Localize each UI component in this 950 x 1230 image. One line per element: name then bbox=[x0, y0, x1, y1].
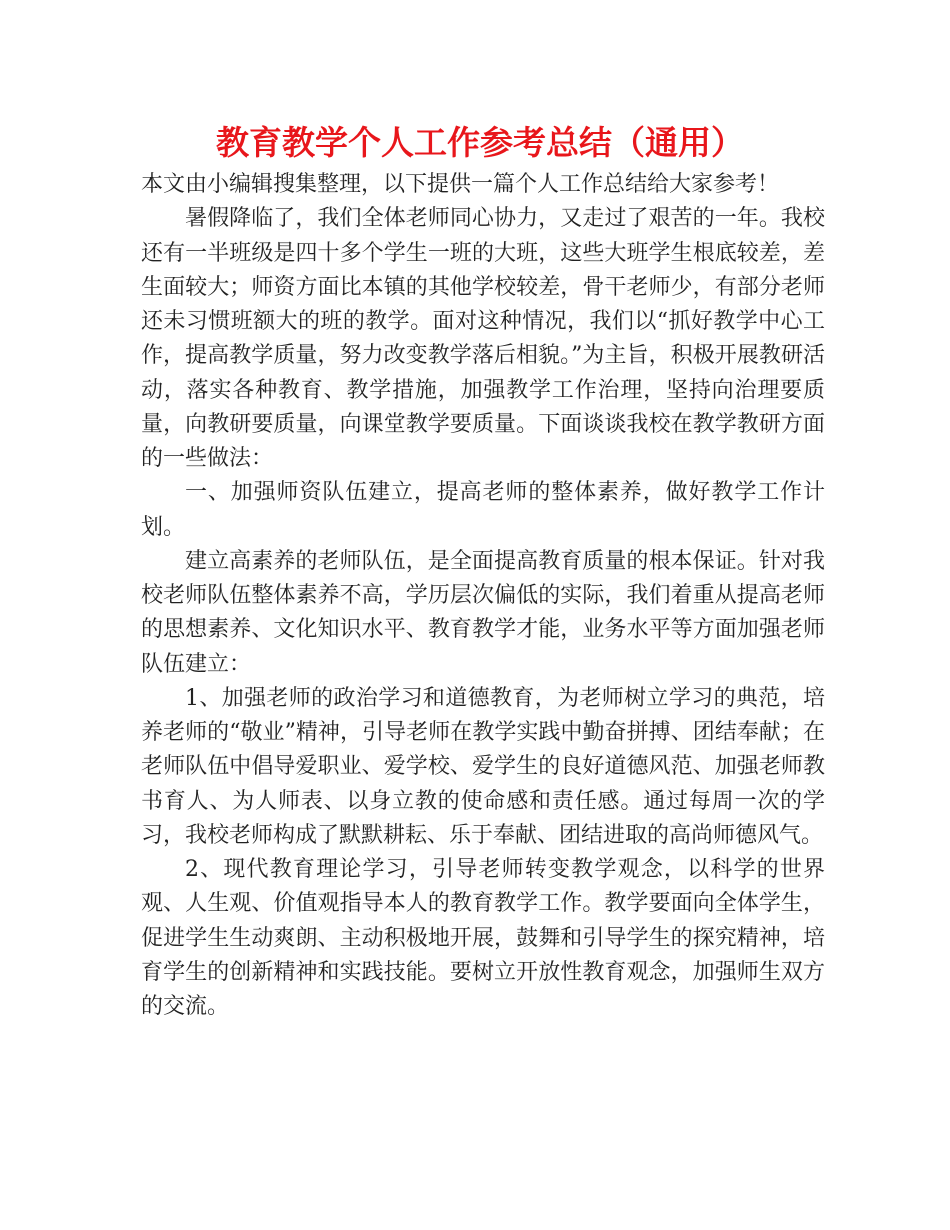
paragraph-team-building: 建立高素养的老师队伍，是全面提高教育质量的根本保证。针对我校老师队伍整体素养不高，学历层次偏低的实际，我们着重从提高老师的思想素养、文化知识水平、教育教学才能，业务水平等方面加强老师队伍建立： bbox=[141, 548, 825, 677]
document-page bbox=[141, 118, 825, 1024]
section-heading-1: 一、加强师资队伍建立，提高老师的整体素养，做好教学工作计划。 bbox=[141, 480, 825, 540]
paragraph-opening: 暑假降临了，我们全体老师同心协力，又走过了艰苦的一年。我校还有一半班级是四十多个学生一班的大班，这些大班学生根底较差，差生面较大；师资方面比本镇的其他学校较差，骨干老师少，有部分老师还未习惯班额大的班的教学。面对这种情况，我们以“抓好教学中心工作，提高教学质量，努力改变教学落后相貌。”为主旨，积极开展教研活动，落实各种教育、教学措施，加强教学工作治理，坚持向治理要质量，向教研要质量，向课堂教学要质量。下面谈谈我校在教学教研方面的一些做法： bbox=[141, 206, 825, 471]
intro-line: 本文由小编辑搜集整理，以下提供一篇个人工作总结给大家参考！ bbox=[141, 172, 780, 197]
document-title: 教育教学个人工作参考总结（通用） bbox=[216, 123, 744, 162]
list-item-2: 2、现代教育理论学习，引导老师转变教学观念，以科学的世界观、人生观、价值观指导本人的教育教学工作。教学要面向全体学生，促进学生生动爽朗、主动积极地开展，鼓舞和引导学生的探究精神，培育学生的创新精神和实践技能。要树立开放性教育观念，加强师生双方的交流。 bbox=[141, 857, 825, 1019]
list-item-1: 1、加强老师的政治学习和道德教育，为老师树立学习的典范，培养老师的“敬业”精神，引导老师在教学实践中勤奋拼搏、团结奉献；在老师队伍中倡导爱职业、爱学校、爱学生的良好道德风范、加强老师教书育人、为人师表、以身立教的使命感和责任感。通过每周一次的学习，我校老师构成了默默耕耘、乐于奉献、团结进取的高尚师德风气。 bbox=[141, 685, 825, 848]
